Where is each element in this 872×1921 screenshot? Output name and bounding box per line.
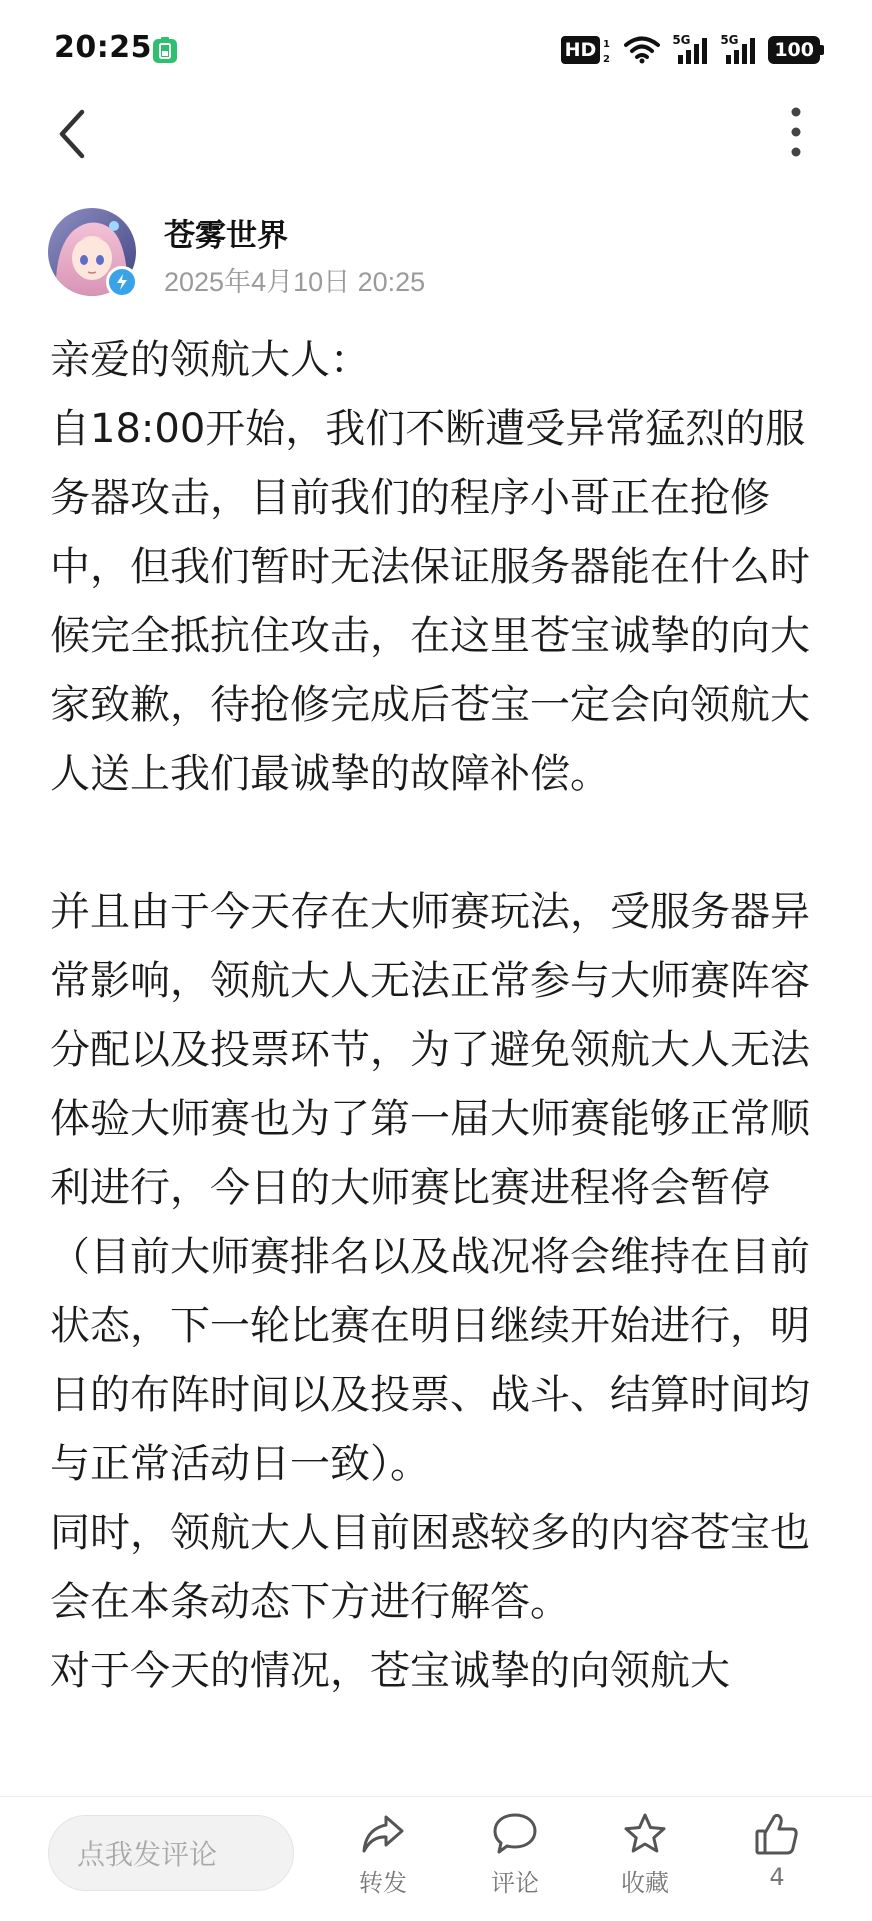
share-label: 转发 (359, 1869, 407, 1897)
post-paragraph: 亲爱的领航大人： (50, 337, 370, 383)
comment-button[interactable] (470, 1811, 560, 1898)
post-paragraph: 自18:00开始，我们不断遭受异常猛烈的服务器攻击，目前我们的程序小哥正在抢修中，但我们暂时无法保证服务器能在什么时候完全抵抗住攻击，在这里苍宝诚挚的向大家致歉，待抢修完成后苍宝一定会向领航大人送上我们最诚挚的故障补偿。 (50, 406, 810, 797)
author-name[interactable]: 苍雾世界 (164, 218, 288, 254)
thumbs-up-icon (753, 1811, 801, 1857)
paragraph-spacer (50, 809, 830, 878)
svg-text:1: 1 (603, 39, 611, 50)
comment-label: 评论 (491, 1869, 539, 1897)
star-icon (622, 1811, 668, 1857)
verified-lightning-icon (106, 266, 138, 298)
wifi-icon (624, 36, 660, 64)
more-button[interactable] (776, 100, 816, 164)
share-button[interactable] (338, 1811, 428, 1898)
post-paragraph: 同时，领航大人目前困惑较多的内容苍宝也会在本条动态下方进行解答。 (50, 1510, 810, 1625)
favorite-button[interactable] (600, 1811, 690, 1898)
status-time: 20:25 (54, 30, 152, 65)
back-button[interactable] (52, 104, 96, 164)
status-bar (0, 0, 872, 100)
hd-label: HD (561, 36, 601, 64)
battery-icon (768, 36, 824, 64)
post-body (50, 326, 830, 1786)
comment-icon (491, 1811, 539, 1857)
post-paragraph: 并且由于今天存在大师赛玩法，受服务器异常影响，领航大人无法正常参与大师赛阵容分配以及投票环节，为了避免领航大人无法体验大师赛也为了第一届大师赛能够正常顺利进行，今日的大师赛比赛进程将会暂停（目前大师赛排名以及战况将会维持在目前状态，下一轮比赛在明日继续开始进行，明日的布阵时间以及投票、战斗、结算时间均与正常活动日一致）。 (50, 889, 810, 1487)
signal-5g-icon (672, 35, 708, 65)
share-icon (360, 1811, 406, 1857)
like-button[interactable] (732, 1811, 822, 1891)
svg-text:2: 2 (603, 54, 611, 65)
hd-voice-icon (561, 35, 613, 65)
post-date: 2025年4月10日 20:25 (164, 267, 426, 297)
more-vertical-icon (776, 100, 816, 164)
like-count: 4 (769, 1863, 785, 1891)
network-type-1: 5G (672, 33, 691, 47)
network-type-2: 5G (720, 33, 739, 47)
favorite-label: 收藏 (621, 1869, 669, 1897)
post-paragraph: 对于今天的情况，苍宝诚挚的向领航大 (50, 1648, 730, 1694)
comment-input[interactable] (48, 1815, 294, 1891)
chevron-left-icon (52, 104, 96, 164)
status-icons (561, 32, 824, 68)
battery-level: 100 (768, 36, 820, 64)
battery-saver-icon (152, 36, 178, 68)
signal-5g-icon (720, 35, 756, 65)
comment-placeholder: 点我发评论 (77, 1838, 218, 1871)
bottom-action-bar (0, 1796, 872, 1921)
